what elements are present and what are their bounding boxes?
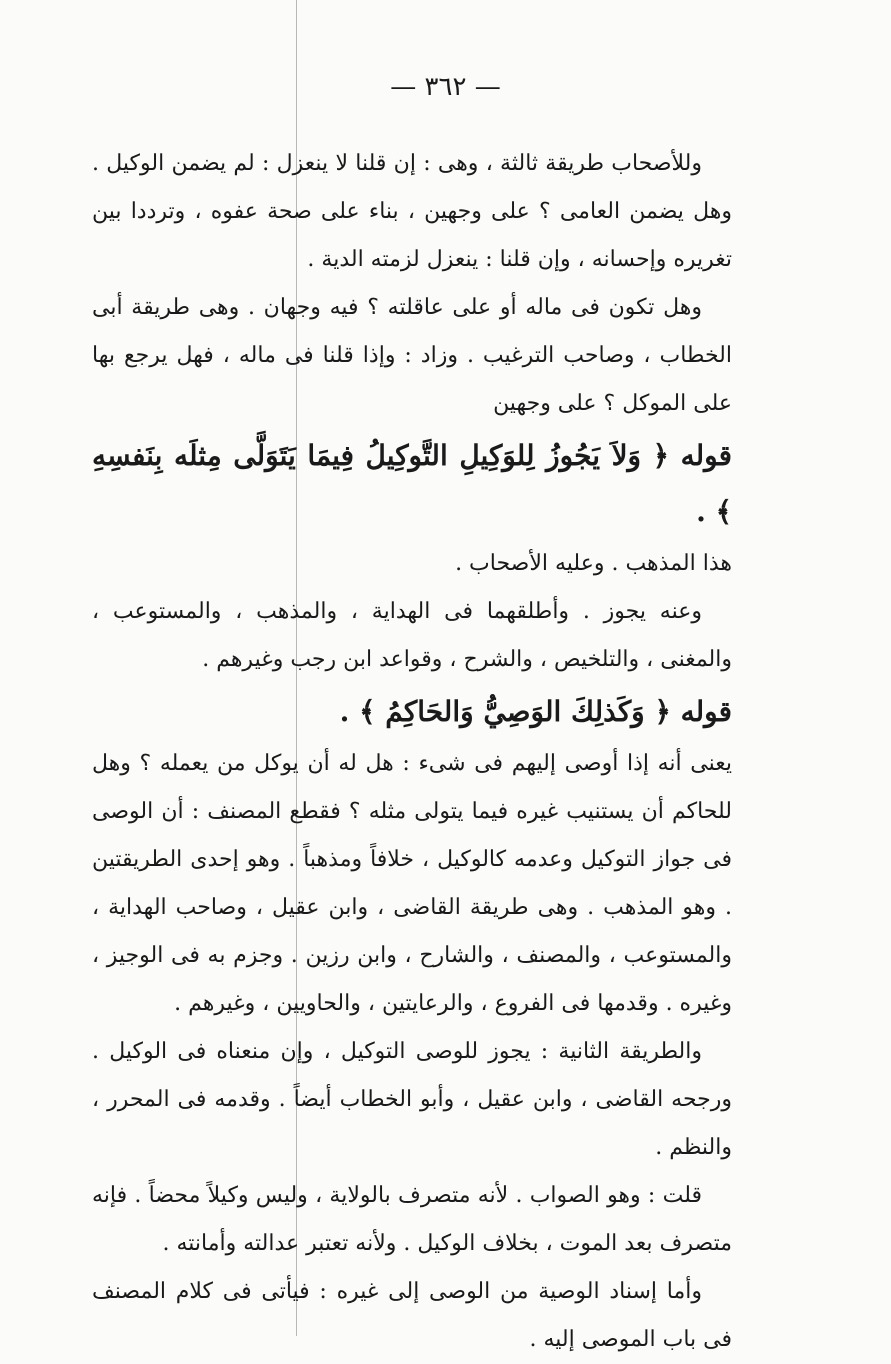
quote-heading: قوله ﴿ وَكَذلِكَ الوَصِيُّ وَالحَاكِمُ ﴾ . (339, 695, 732, 728)
paragraph: وعنه يجوز . وأطلقهما فى الهداية ، والمذهب ، والمستوعب ، والمغنى ، والتلخيص ، والشرح ، وقواعد ابن رجب وغيرهم . (92, 599, 732, 672)
paragraph: وهل تكون فى ماله أو على عاقلته ؟ فيه وجهان . وهى طريقة أبى الخطاب ، وصاحب الترغيب . وزاد : وإذا قلنا فى ماله ، فهل يرجع بها على الموكل ؟ على وجهين (92, 295, 732, 416)
paragraph: هذا المذهب . وعليه الأصحاب . (455, 551, 732, 576)
paragraph: وأما إسناد الوصية من الوصى إلى غيره : فيأتى فى كلام المصنف فى باب الموصى إليه . (92, 1279, 732, 1352)
paragraph: والطريقة الثانية : يجوز للوصى التوكيل ، وإن منعناه فى الوكيل . ورجحه القاضى ، وابن عقيل ، وأبو الخطاب أيضاً . وقدمه فى المحرر ، والنظم . (92, 1039, 732, 1160)
paragraph: وللأصحاب طريقة ثالثة ، وهى : إن قلنا لا ينعزل : لم يضمن الوكيل . وهل يضمن العامى ؟ على وجهين ، بناء على صحة عفوه ، وترددا بين تغريره وإحسانه ، وإن قلنا : ينعزل لزمته الدية . (92, 151, 732, 272)
main-text (92, 140, 732, 1364)
paragraph: قلت : وهو الصواب . لأنه متصرف بالولاية ، وليس وكيلاً محضاً . فإنه متصرف بعد الموت ، بخلاف الوكيل . ولأنه تعتبر عدالته وأمانته . (92, 1183, 732, 1256)
page-number: — ٣٦٢ — (390, 72, 501, 102)
quote-heading: قوله ﴿ وَلاَ يَجُوزُ لِلوَكِيلِ التَّوكِيلُ فِيمَا يَتَوَلَّى مِثلَه بِنَفسِهِ ﴾ . (92, 439, 732, 528)
paragraph: يعنى أنه إذا أوصى إليهم فى شىء : هل له أن يوكل من يعمله ؟ وهل للحاكم أن يستنيب غيره فيما يتولى مثله ؟ فقطع المصنف : أن الوصى فى جواز التوكيل وعدمه كالوكيل ، خلافاً ومذهباً . وهو إحدى الطريقتين . وهو المذهب . وهى طريقة القاضى ، وابن عقيل ، وصاحب الهداية ، والمستوعب ، والمصنف ، والشارح ، وابن رزين . وجزم به فى الوجيز ، وغيره . وقدمها فى الفروع ، والرعايتين ، والحاويين ، وغيرهم . (92, 751, 732, 1016)
